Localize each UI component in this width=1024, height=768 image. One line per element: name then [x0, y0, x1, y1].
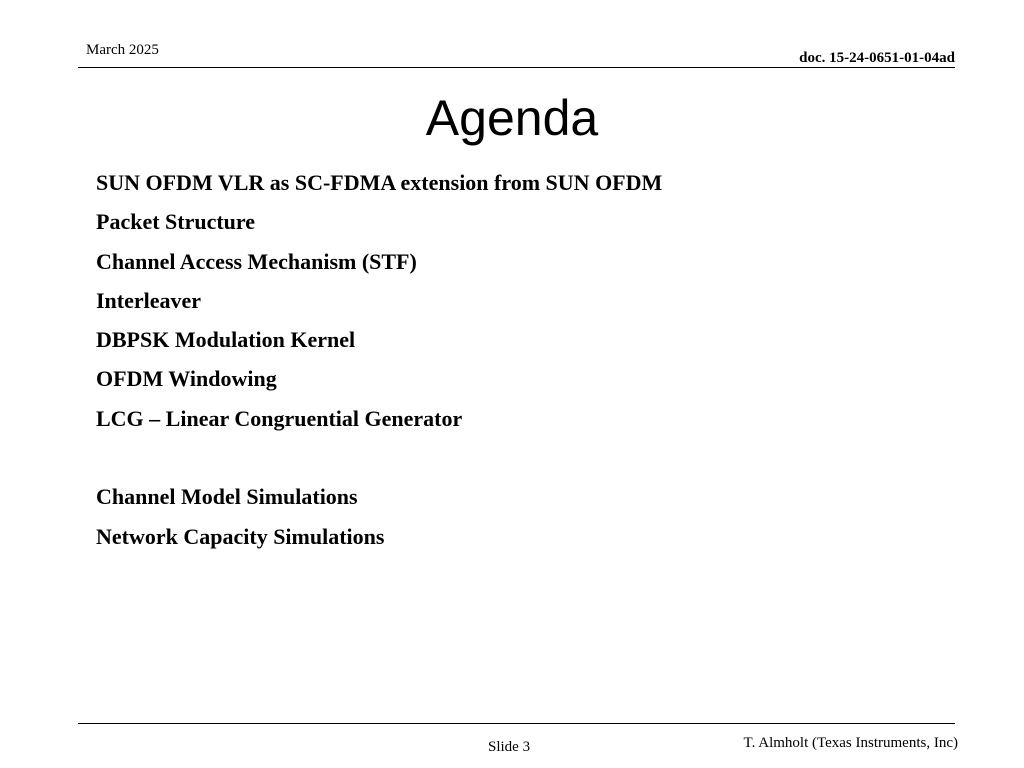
slide-number: Slide 3	[488, 739, 531, 755]
footer-author: T. Almholt (Texas Instruments, Inc)	[743, 735, 958, 751]
slide-title: Agenda	[425, 90, 599, 146]
header-date: March 2025	[86, 42, 159, 58]
agenda-item: OFDM Windowing	[96, 366, 277, 392]
header-divider	[78, 67, 955, 68]
agenda-list	[96, 168, 662, 561]
footer-divider	[78, 723, 955, 724]
agenda-item: LCG – Linear Congruential Generator	[96, 405, 463, 431]
header-doc-id: doc. 15-24-0651-01-04ad	[799, 50, 955, 66]
agenda-item: SUN OFDM VLR as SC-FDMA extension from SUN OFDM	[96, 170, 663, 195]
agenda-item: Network Capacity Simulations	[96, 523, 385, 549]
agenda-item: Channel Access Mechanism (STF)	[96, 248, 417, 274]
agenda-item: DBPSK Modulation Kernel	[96, 327, 356, 353]
agenda-spacer	[96, 443, 662, 482]
agenda-item: Packet Structure	[96, 209, 256, 235]
agenda-item: Interleaver	[96, 287, 202, 313]
agenda-item: Channel Model Simulations	[96, 484, 358, 510]
